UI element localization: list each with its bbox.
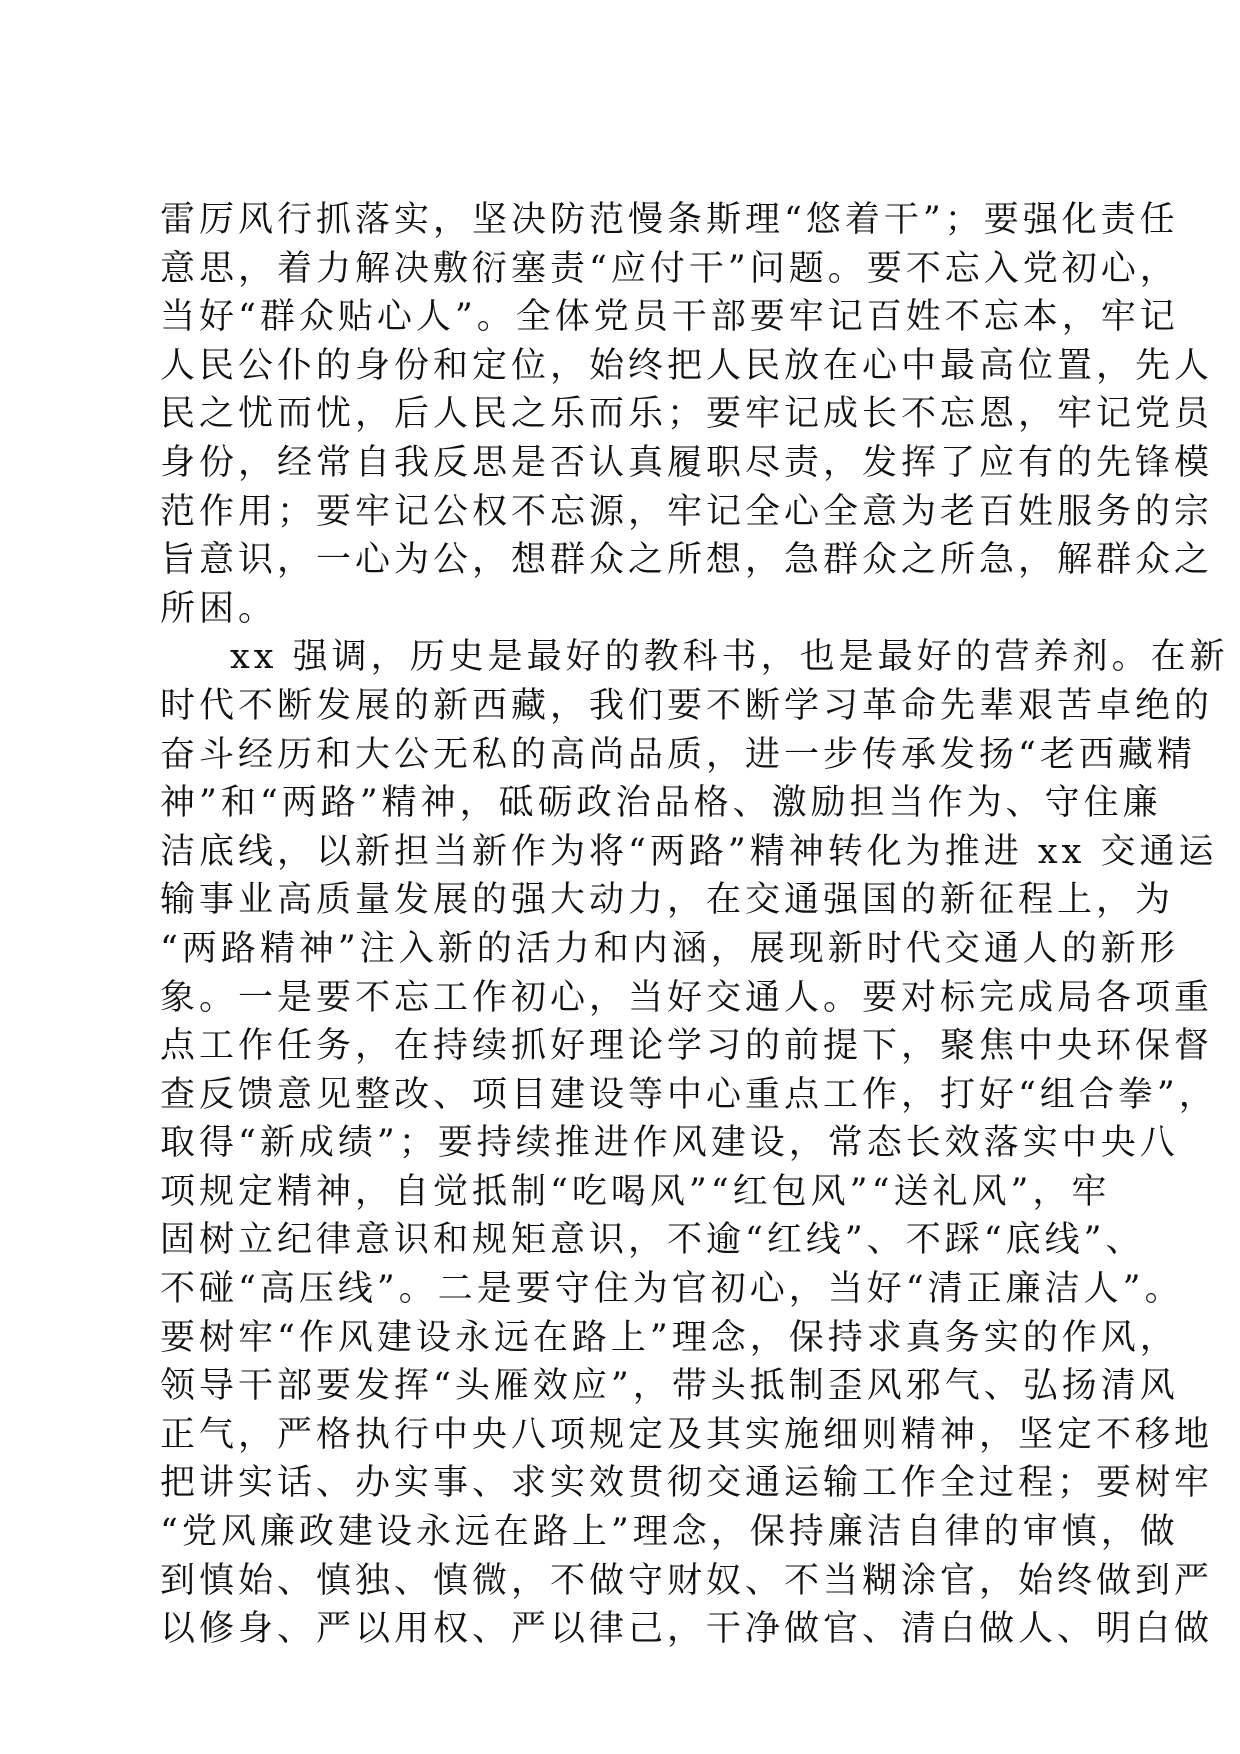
text-line: 意思，着力解决敷衍塞责“应付干”问题。要不忘入党初心， (160, 248, 1179, 289)
text-line: 人民公仆的身份和定位，始终把人民放在心中最高位置，先人 (160, 345, 1214, 386)
text-line: 身份，经常自我反思是否认真履职尽责，发挥了应有的先锋模 (160, 442, 1214, 483)
text-line: 查反馈意见整改、项目建设等中心重点工作，打好“组合拳”， (160, 1074, 1218, 1115)
text-line: 到慎始、慎独、慎微，不做守财奴、不当糊涂官，始终做到严 (160, 1560, 1214, 1601)
text-line: 象。一是要不忘工作初心，当好交通人。要对标完成局各项重 (160, 977, 1214, 1018)
text-line: xx 强调，历史是最好的教科书，也是最好的营养剂。在新 (230, 637, 1229, 678)
text-line: 神”和“两路”精神，砥砺政治品格、激励担当作为、守住廉 (160, 783, 1162, 824)
text-line: 点工作任务，在持续抓好理论学习的前提下，聚焦中央环保督 (160, 1026, 1214, 1067)
text-line: 雷厉风行抓落实，坚决防范慢条斯理“悠着干”；要强化责任 (160, 200, 1179, 240)
paragraph-2 (160, 633, 1229, 1653)
text-line: 洁底线，以新担当新作为将“两路”精神转化为推进 xx 交通运 (160, 831, 1218, 872)
text-line: 领导干部要发挥“头雁效应”，带头抵制歪风邪气、弘扬清风 (160, 1366, 1179, 1407)
text-line: 范作用；要牢记公权不忘源，牢记全心全意为老百姓服务的宗 (160, 491, 1214, 532)
text-line: 把讲实话、办实事、求实效贯彻交通运输工作全过程；要树牢 (160, 1463, 1214, 1504)
text-line: 民之忧而忧，后人民之乐而乐；要牢记成长不忘恩，牢记党员 (160, 394, 1214, 435)
paragraph-1 (160, 196, 1214, 633)
text-line: 当好“群众贴心人”。全体党员干部要牢记百姓不忘本，牢记 (160, 297, 1179, 338)
text-line: 要树牢“作风建设永远在路上”理念，保持求真务实的作风， (160, 1317, 1179, 1358)
document-body (160, 196, 1229, 1654)
text-line: 所困。 (160, 588, 278, 629)
text-line: 奋斗经历和大公无私的高尚品质，进一步传承发扬“老西藏精 (160, 734, 1196, 775)
text-line: “两路精神”注入新的活力和内涵，展现新时代交通人的新形 (160, 928, 1179, 969)
text-line: 不碰“高压线”。二是要守住为官初心，当好“清正廉洁人”。 (160, 1269, 1184, 1310)
text-line: 以修身、严以用权、严以律己，干净做官、清白做人、明白做 (160, 1609, 1214, 1650)
text-line: 固树立纪律意识和规矩意识，不逾“红线”、不踩“底线”、 (160, 1220, 1145, 1261)
text-line: 旨意识，一心为公，想群众之所想，急群众之所急，解群众之 (160, 540, 1214, 581)
text-line: 时代不断发展的新西藏，我们要不断学习革命先辈艰苦卓绝的 (160, 685, 1214, 726)
text-line: 项规定精神，自觉抵制“吃喝风”“红包风”“送礼风”，牢 (160, 1171, 1111, 1212)
text-line: “党风廉政建设永远在路上”理念，保持廉洁自律的审慎，做 (160, 1512, 1179, 1553)
text-line: 输事业高质量发展的强大动力，在交通强国的新征程上，为 (160, 880, 1175, 921)
text-line: 取得“新成绩”；要持续推进作风建设，常态长效落实中央八 (160, 1123, 1179, 1164)
text-line: 正气，严格执行中央八项规定及其实施细则精神，坚定不移地 (160, 1414, 1214, 1455)
